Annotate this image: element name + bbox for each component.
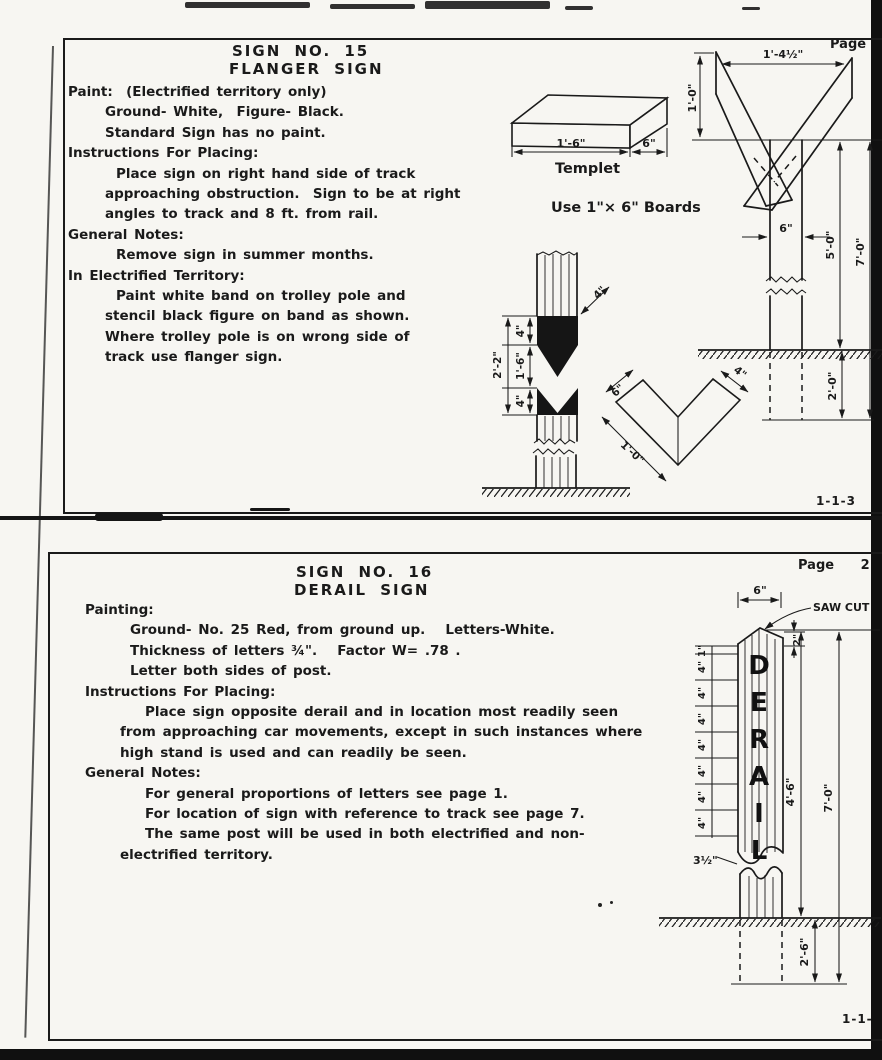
dim-band-overall: 2'-2" bbox=[492, 351, 504, 379]
dim-band-middle: 1'-6" bbox=[515, 352, 527, 380]
spec-line: For location of sign with reference to track see page 7. bbox=[145, 805, 585, 822]
dim-letter-height: 4" bbox=[697, 660, 708, 674]
v-board-detail bbox=[602, 364, 749, 481]
dim-above-ground: 5'-0" bbox=[824, 230, 837, 260]
dim-post-bottom-width: 3½" bbox=[693, 854, 718, 867]
spec-line: General Notes: bbox=[68, 226, 184, 243]
scan-edge-bottom bbox=[0, 1049, 882, 1060]
dim-letter-height: 4" bbox=[697, 764, 708, 778]
dim-saw-depth: 2" bbox=[792, 633, 803, 647]
templet-depth-dim: 6" bbox=[642, 137, 656, 150]
dim-letter-space-top: 1" bbox=[697, 644, 708, 658]
dim-vboard-length: 1'-0" bbox=[617, 438, 647, 467]
templet-label: Templet bbox=[555, 161, 621, 177]
spec-line: Standard Sign has no paint. bbox=[105, 124, 326, 141]
page2-title-line2: DERAIL SIGN bbox=[294, 581, 430, 599]
dim-below-ground: 2'-0" bbox=[826, 371, 839, 401]
derail-sign-lettering: DERAIL bbox=[744, 651, 774, 873]
page1-page-label: Page bbox=[830, 37, 867, 52]
spec-line: The same post will be used in both electrified and non- bbox=[145, 826, 585, 843]
spec-line: track use flanger sign. bbox=[105, 349, 283, 366]
v-sign-boards bbox=[716, 52, 852, 210]
page2-page-label: Page 2 bbox=[798, 558, 870, 573]
dim-letter-height: 4" bbox=[697, 712, 708, 726]
scan-smudge bbox=[742, 7, 760, 10]
scan-smudge bbox=[425, 1, 550, 9]
dim-lettered-height: 4'-6" bbox=[784, 777, 797, 807]
spec-line: Painting: bbox=[85, 602, 154, 618]
spec-line: angles to track and 8 ft. from rail. bbox=[105, 206, 379, 223]
spec-line: high stand is used and can readily be seen. bbox=[120, 744, 467, 761]
spec-line: General Notes: bbox=[85, 765, 201, 782]
dim-vboard-end: 4" bbox=[731, 363, 749, 382]
dim-top-width: 1'-4½" bbox=[762, 48, 804, 61]
letter-spacing-dimensions bbox=[693, 645, 738, 867]
scan-smudge bbox=[250, 508, 290, 511]
spec-line: Paint: (Electrified territory only) bbox=[68, 84, 327, 100]
saw-cut-label: SAW CUT bbox=[813, 601, 870, 614]
spec-line: electrified territory. bbox=[120, 846, 273, 863]
spec-line: Instructions For Placing: bbox=[85, 683, 276, 700]
dim-post-width: 6" bbox=[753, 584, 767, 597]
post-below-ground bbox=[731, 920, 847, 984]
scan-smudge bbox=[185, 2, 310, 8]
height-dimensions bbox=[784, 632, 839, 982]
dim-letter-height: 4" bbox=[697, 816, 708, 830]
dim-band-top: 4" bbox=[515, 324, 527, 338]
trolley-pole-drawing bbox=[480, 245, 782, 497]
spec-line: stencil black figure on band as shown. bbox=[105, 308, 410, 325]
post-width-dimension bbox=[738, 584, 781, 608]
dim-letter-height: 4" bbox=[697, 686, 708, 700]
dim-letter-height: 4" bbox=[697, 790, 708, 804]
scan-smudge bbox=[565, 6, 593, 10]
spec-line: from approaching car movements, except in such instances where bbox=[120, 724, 643, 741]
scan-smudge bbox=[330, 4, 415, 9]
dim-band-bottom: 4" bbox=[515, 394, 527, 408]
page2-title-line1: SIGN NO. 16 bbox=[296, 563, 434, 581]
spec-line: approaching obstruction. Sign to be at right bbox=[105, 185, 461, 202]
dim-letter-height: 4" bbox=[697, 738, 708, 752]
spec-line: Letter both sides of post. bbox=[130, 663, 332, 680]
spec-line: Where trolley pole is on wrong side of bbox=[105, 328, 410, 345]
dim-below-ground: 2'-6" bbox=[798, 937, 811, 967]
page1-title-line1: SIGN NO. 15 bbox=[232, 42, 370, 60]
derail-ground-line bbox=[659, 918, 881, 927]
templet-drawing bbox=[495, 85, 710, 230]
scan-smudge bbox=[95, 513, 163, 521]
spec-line: Ground- No. 25 Red, from ground up. Letters-White. bbox=[130, 622, 555, 639]
spec-line: Paint white band on trolley pole and bbox=[116, 287, 406, 304]
page2-date-note: 1-1- bbox=[842, 1012, 873, 1026]
spec-line: Instructions For Placing: bbox=[68, 145, 259, 162]
spec-line: For general proportions of letters see page 1. bbox=[145, 785, 508, 802]
page2-spec-text bbox=[85, 602, 665, 867]
dim-total-height: 7'-0" bbox=[822, 783, 835, 813]
spec-line: Thickness of letters ¾". Factor W= .78 . bbox=[130, 642, 461, 659]
page1-date-note: 1-1-3 bbox=[816, 494, 857, 508]
page1-spec-text bbox=[68, 84, 498, 369]
templet-boards-note: Use 1"× 6" Boards bbox=[551, 200, 701, 216]
spec-line: Ground- White, Figure- Black. bbox=[105, 104, 344, 121]
trolley-pole bbox=[533, 251, 578, 488]
spec-line: Place sign opposite derail and in location most readily seen bbox=[145, 703, 619, 720]
templet-length-dim: 1'-6" bbox=[556, 137, 586, 150]
dim-band-board-width: 4" bbox=[591, 284, 609, 302]
trolley-ground-line bbox=[482, 488, 630, 497]
page1-title-line2: FLANGER SIGN bbox=[229, 60, 384, 78]
spec-line: In Electrified Territory: bbox=[68, 267, 245, 284]
dim-v-height: 1'-0" bbox=[686, 83, 699, 113]
dim-vboard-width: 6" bbox=[609, 382, 627, 400]
dim-total-height: 7'-0" bbox=[854, 237, 867, 267]
spec-line: Remove sign in summer months. bbox=[116, 247, 374, 264]
spec-line: Place sign on right hand side of track bbox=[116, 165, 416, 182]
dim-post-width: 6" bbox=[779, 222, 793, 235]
